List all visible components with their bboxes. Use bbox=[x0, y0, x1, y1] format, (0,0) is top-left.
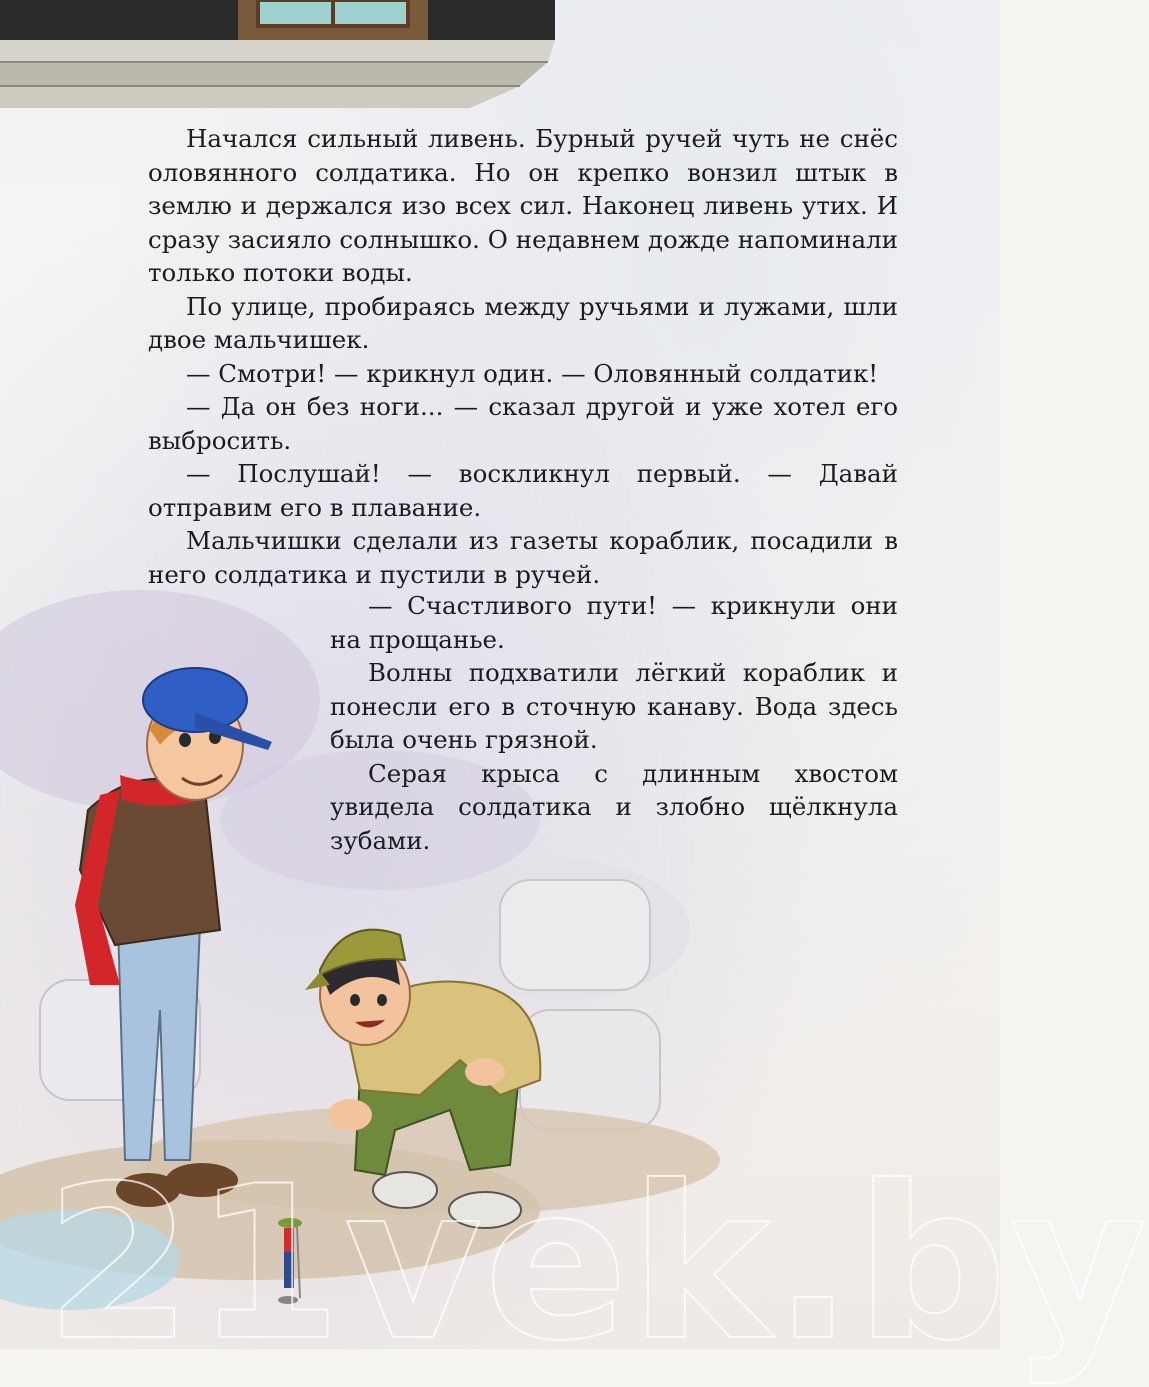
watermark: 21vek.by bbox=[45, 1140, 1149, 1387]
paragraph: — Послушай! — воскликнул первый. — Давай отправим его в плавание. bbox=[148, 459, 898, 522]
story-text-top bbox=[148, 122, 898, 591]
paragraph: Серая крыса с длинным хвостом увидела солдатика и злобно щёлкнула зубами. bbox=[330, 758, 898, 855]
paragraph: Мальчишки сделали из газеты кораблик, посадили в него солдатика и пустили в ручей. bbox=[148, 526, 898, 589]
story-text-bottom bbox=[330, 589, 898, 857]
paragraph: — Да он без ноги... — сказал другой и уже хотел его выбросить. bbox=[148, 392, 898, 455]
paragraph: — Счастливого пути! — крикнули они на прощанье. bbox=[330, 591, 898, 654]
window-ledge bbox=[0, 0, 555, 108]
paragraph: Начался сильный ливень. Бурный ручей чуть не снёс оловянного солдатика. Но он крепко вонзил штык в землю и держался изо всех сил. Наконец ливень утих. И сразу засияло солнышко. О недавнем дожде напоминали только потоки воды. bbox=[148, 124, 898, 287]
paragraph: Волны подхватили лёгкий кораблик и понесли его в сточную канаву. Вода здесь была очень грязной. bbox=[330, 658, 898, 754]
paragraph: По улице, пробираясь между ручьями и лужами, шли двое мальчишек. bbox=[148, 291, 898, 354]
paragraph: — Смотри! — крикнул один. — Оловянный солдатик! bbox=[186, 358, 879, 388]
